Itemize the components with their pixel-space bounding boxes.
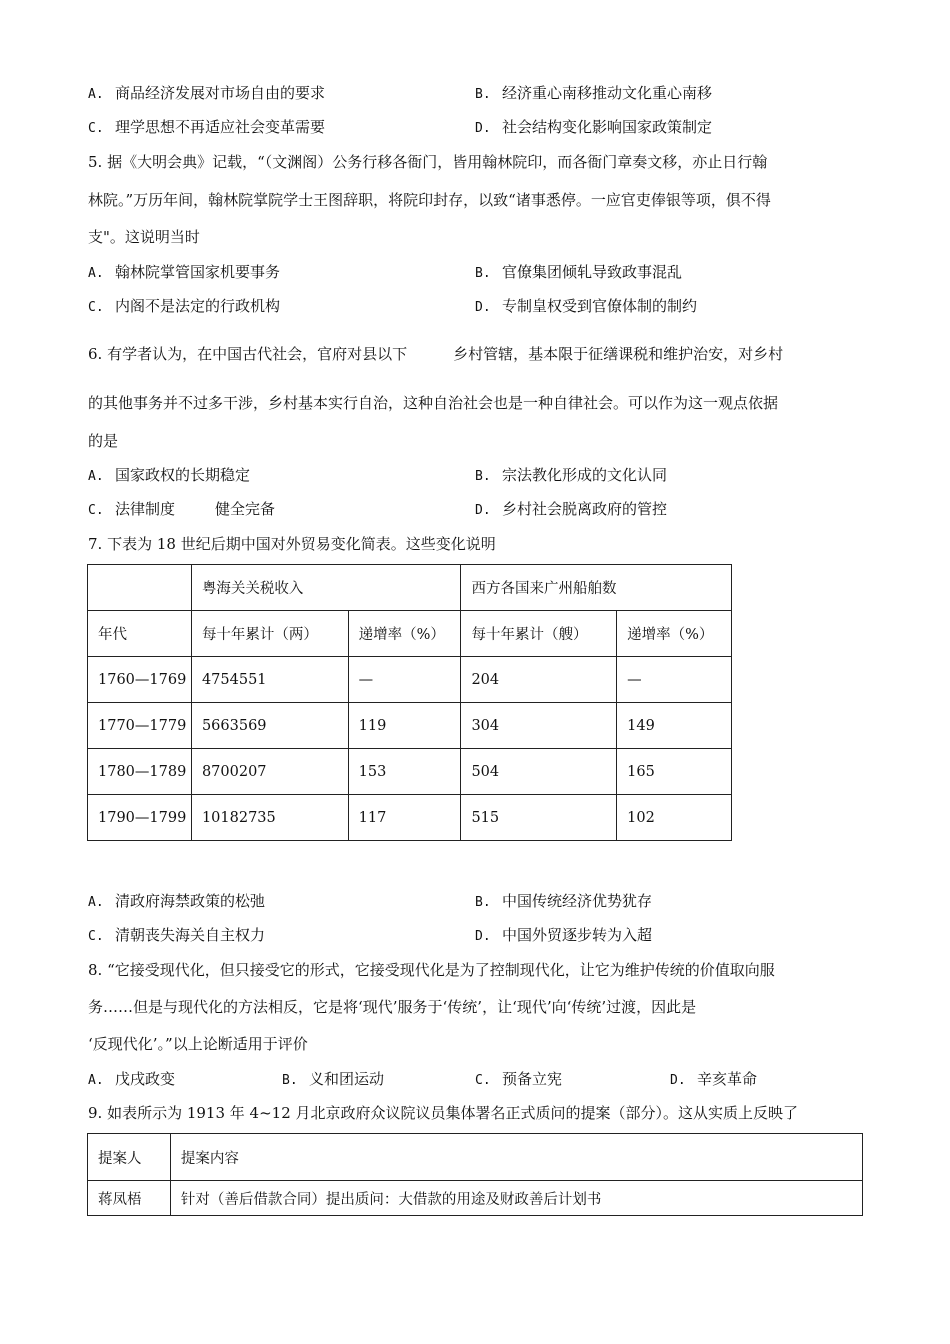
q6-option-c: C. 法律制度 健全完备	[88, 500, 276, 518]
cell-ship-rate: 102	[617, 795, 732, 841]
q7-option-d: D. 中国外贸逐步转为入超	[475, 926, 653, 944]
q8-option-d: D. 辛亥革命	[670, 1070, 758, 1088]
q6-stem-line1: 6. 有学者认为，在中国古代社会，官府对县以下 乡村管辖，基本限于征缮课税和维护治安，对乡村	[88, 345, 784, 363]
q5-option-b: B. 官僚集团倾轧导致政事混乱	[475, 263, 683, 281]
q5-option-c: C. 内阁不是法定的行政机构	[88, 297, 281, 315]
q4-option-d: D. 社会结构变化影响国家政策制定	[475, 118, 713, 136]
table-header-empty	[88, 565, 192, 611]
table-header-customs: 粤海关关税收入	[191, 565, 461, 611]
cell-ships: 204	[461, 657, 617, 703]
table-header-tax-total: 每十年累计（两）	[191, 611, 348, 657]
q8-option-c: C. 预备立宪	[475, 1070, 563, 1088]
q6-option-b: B. 宗法教化形成的文化认同	[475, 466, 668, 484]
q4-option-a: A. 商品经济发展对市场自由的要求	[88, 84, 326, 102]
cell-ships: 504	[461, 749, 617, 795]
table-row	[88, 657, 732, 703]
q5-stem-line3: 支"。这说明当时	[88, 228, 200, 246]
q4-option-b: B. 经济重心南移推动文化重心南移	[475, 84, 713, 102]
cell-ship-rate: 165	[617, 749, 732, 795]
cell-tax-rate: 119	[348, 703, 461, 749]
cell-tax: 8700207	[191, 749, 348, 795]
cell-ships: 304	[461, 703, 617, 749]
q5-stem-line1: 5. 据《大明会典》记载，“（文渊阁）公务行移各衙门，皆用翰林院印，而各衙门章奏文移，亦止日行翰	[88, 153, 768, 171]
q7-option-c: C. 清朝丧失海关自主权力	[88, 926, 266, 944]
cell-tax-rate: 117	[348, 795, 461, 841]
q5-option-d: D. 专制皇权受到官僚体制的制约	[475, 297, 698, 315]
proposal-table	[87, 1133, 863, 1216]
cell-tax-rate: —	[348, 657, 461, 703]
cell-content: 针对（善后借款合同）提出质问：大借款的用途及财政善后计划书	[170, 1181, 862, 1216]
cell-year: 1780—1789	[88, 749, 192, 795]
cell-proposer: 蒋凤梧	[88, 1181, 171, 1216]
table-header-ship-rate: 递增率（%）	[617, 611, 732, 657]
table-header-row	[88, 611, 732, 657]
table-row	[88, 1181, 863, 1216]
q7-option-a: A. 清政府海禁政策的松弛	[88, 892, 266, 910]
q6-stem-line3: 的是	[88, 432, 119, 450]
cell-ships: 515	[461, 795, 617, 841]
cell-tax: 10182735	[191, 795, 348, 841]
table-header-year: 年代	[88, 611, 192, 657]
q7-stem: 7. 下表为 18 世纪后期中国对外贸易变化简表。这些变化说明	[88, 535, 496, 553]
table-row	[88, 703, 732, 749]
q7-option-b: B. 中国传统经济优势犹存	[475, 892, 653, 910]
cell-tax-rate: 153	[348, 749, 461, 795]
q9-stem: 9. 如表所示为 1913 年 4~12 月北京政府众议院议员集体署名正式质问的提案（部分）。这从实质上反映了	[88, 1104, 799, 1122]
cell-ship-rate: —	[617, 657, 732, 703]
table-row	[88, 749, 732, 795]
q8-option-a: A. 戊戌政变	[88, 1070, 176, 1088]
table-header-group-row	[88, 565, 732, 611]
cell-year: 1770—1779	[88, 703, 192, 749]
cell-tax: 4754551	[191, 657, 348, 703]
q8-stem-line1: 8. “它接受现代化，但只接受它的形式，它接受现代化是为了控制现代化，让它为维护传统的价值取向服	[88, 961, 775, 979]
table-header-ships: 西方各国来广州船舶数	[461, 565, 732, 611]
q6-stem-line2: 的其他事务并不过多干涉，乡村基本实行自治，这种自治社会也是一种自律社会。可以作为这一观点依据	[88, 394, 779, 412]
trade-table	[87, 564, 732, 841]
q5-stem-line2: 林院。”万历年间，翰林院掌院学士王图辞职，将院印封存，以致“诸事悉停。一应官吏俸银等项，俱不得	[88, 191, 771, 209]
q4-option-c: C. 理学思想不再适应社会变革需要	[88, 118, 326, 136]
q8-stem-line3: ‘反现代化’。”以上论断适用于评价	[88, 1035, 308, 1053]
cell-year: 1760—1769	[88, 657, 192, 703]
table-header-proposer: 提案人	[88, 1134, 171, 1181]
table-header-content: 提案内容	[170, 1134, 862, 1181]
table-header-ship-total: 每十年累计（艘）	[461, 611, 617, 657]
q8-stem-line2: 务……但是与现代化的方法相反，它是将‘现代’服务于‘传统’，让‘现代’向‘传统’过渡，因此是	[88, 998, 697, 1016]
q5-option-a: A. 翰林院掌管国家机要事务	[88, 263, 281, 281]
q8-option-b: B. 义和团运动	[282, 1070, 385, 1088]
table-header-row	[88, 1134, 863, 1181]
q6-option-a: A. 国家政权的长期稳定	[88, 466, 251, 484]
cell-ship-rate: 149	[617, 703, 732, 749]
q6-option-d: D. 乡村社会脱离政府的管控	[475, 500, 668, 518]
cell-year: 1790—1799	[88, 795, 192, 841]
cell-tax: 5663569	[191, 703, 348, 749]
table-row	[88, 795, 732, 841]
table-header-tax-rate: 递增率（%）	[348, 611, 461, 657]
